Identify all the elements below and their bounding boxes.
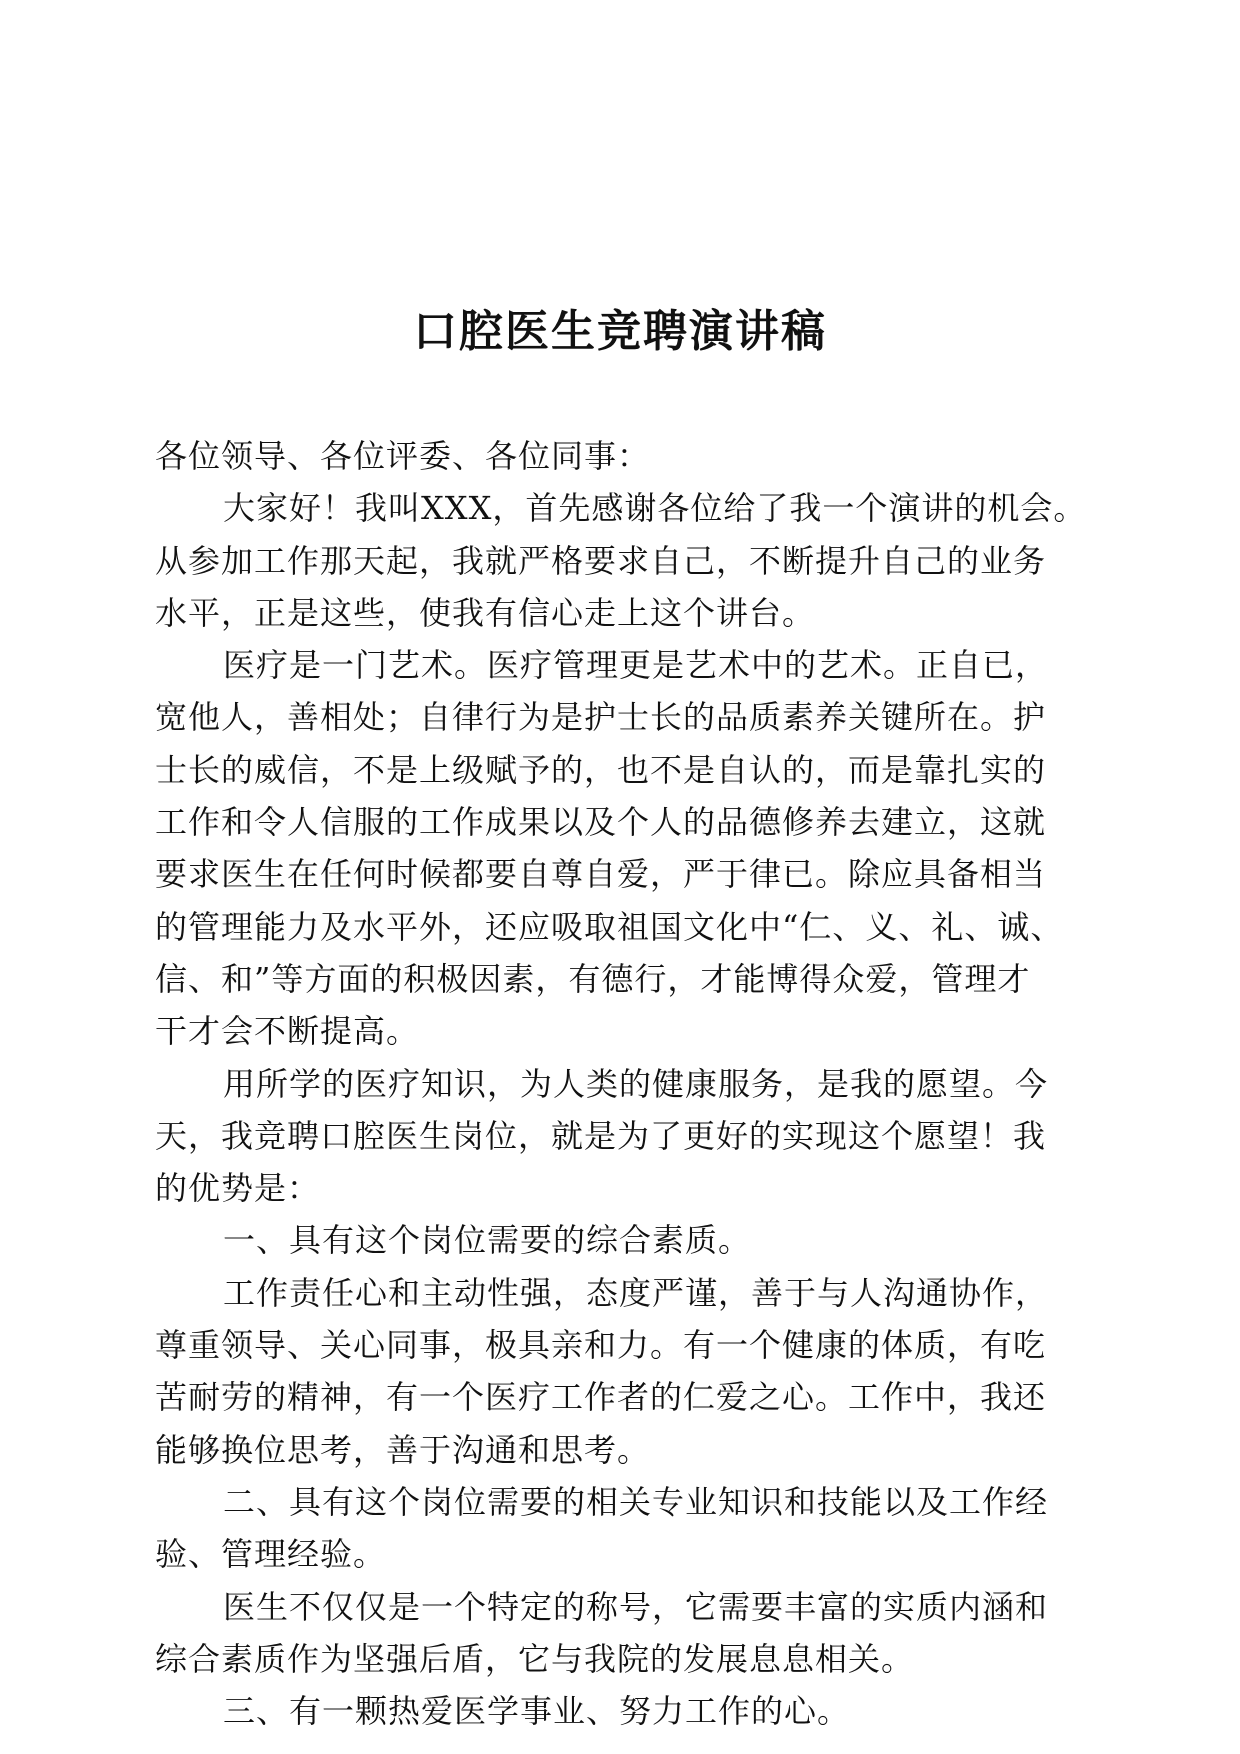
paragraph-line: 从参加工作那天起，我就严格要求自己，不断提升自己的业务 (155, 541, 1047, 580)
paragraph-line: 的优势是： (155, 1169, 321, 1208)
paragraph-line: 用所学的医疗知识，为人类的健康服务，是我的愿望。今 (223, 1064, 1049, 1103)
paragraph-line: 宽他人，善相处；自律行为是护士长的品质素养关键所在。护 (155, 698, 1047, 737)
paragraph-line: 工作责任心和主动性强，态度严谨，善于与人沟通协作， (223, 1273, 1049, 1312)
document-body (155, 430, 1095, 1737)
paragraph-line: 干才会不断提高。 (155, 1012, 420, 1051)
salutation-line: 各位领导、各位评委、各位同事： (155, 437, 651, 475)
paragraph-line: 苦耐劳的精神，有一个医疗工作者的仁爱之心。工作中，我还 (155, 1378, 1047, 1417)
paragraph-line: 能够换位思考，善于沟通和思考。 (155, 1430, 651, 1469)
paragraph-line: 医生不仅仅是一个特定的称号，它需要丰富的实质内涵和 (223, 1587, 1049, 1626)
paragraph-line: 天，我竞聘口腔医生岗位，就是为了更好的实现这个愿望！我 (155, 1116, 1047, 1155)
paragraph-line: 信、和”等方面的积极因素，有德行，才能博得众爱，管理才 (155, 959, 1031, 998)
paragraph-line: 的管理能力及水平外，还应吸取祖国文化中“仁、义、礼、诚、 (155, 907, 1064, 946)
paragraph-line: 尊重领导、关心同事，极具亲和力。有一个健康的体质，有吃 (155, 1326, 1047, 1365)
paragraph-line: 水平，正是这些，使我有信心走上这个讲台。 (155, 593, 816, 632)
paragraph-line: 要求医生在任何时候都要自尊自爱，严于律已。除应具备相当 (155, 855, 1047, 894)
paragraph-line: 医疗是一门艺术。医疗管理更是艺术中的艺术。正自已， (223, 646, 1049, 685)
paragraph-line: 工作和令人信服的工作成果以及个人的品德修养去建立，这就 (155, 803, 1047, 842)
section-heading-continuation: 验、管理经验。 (155, 1535, 387, 1574)
paragraph-line: 大家好！我叫XXX，首先感谢各位给了我一个演讲的机会。 (223, 489, 1087, 528)
section-heading: 一、具有这个岗位需要的综合素质。 (223, 1221, 752, 1260)
section-heading: 二、具有这个岗位需要的相关专业知识和技能以及工作经 (223, 1482, 1049, 1521)
paragraph-line: 综合素质作为坚强后盾，它与我院的发展息息相关。 (155, 1639, 915, 1678)
paragraph-line: 士长的威信，不是上级赋予的，也不是自认的，而是靠扎实的 (155, 750, 1047, 789)
section-heading: 三、有一颗热爱医学事业、努力工作的心。 (223, 1692, 851, 1731)
document-title: 口腔医生竞聘演讲稿 (413, 306, 827, 357)
